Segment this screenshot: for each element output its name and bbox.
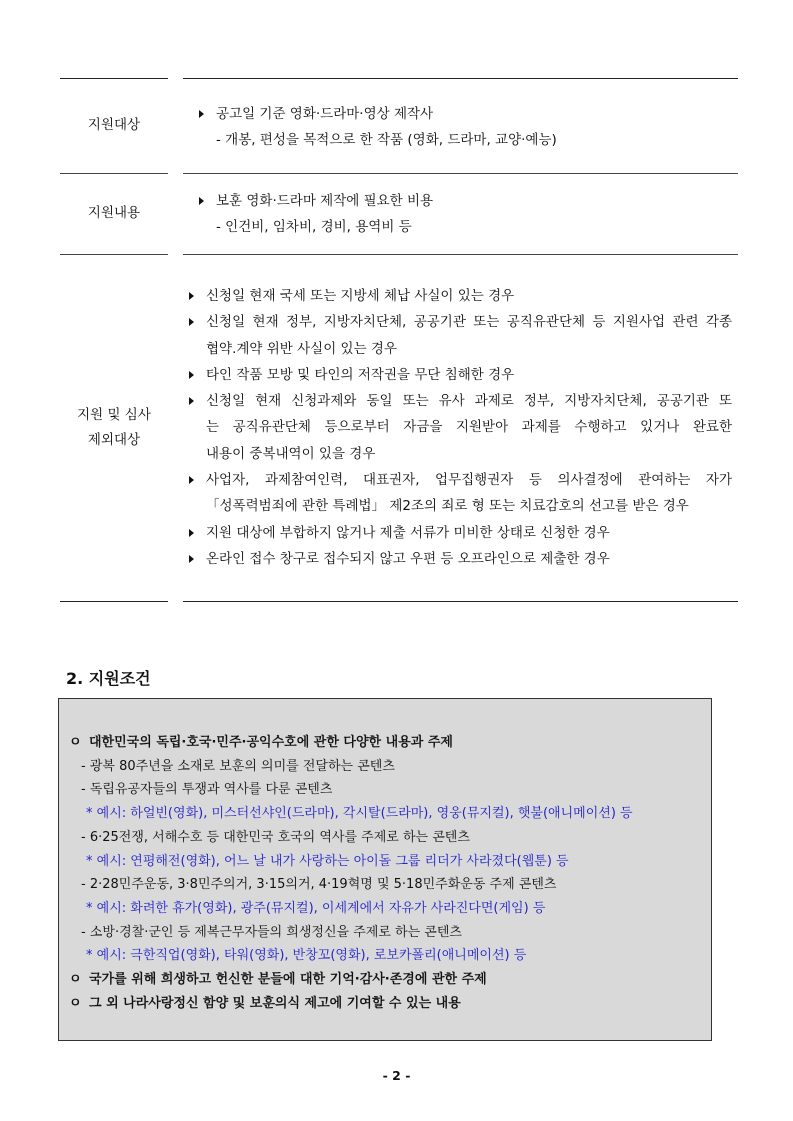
bullet-item (186, 283, 732, 309)
table-top-rule-right (183, 78, 738, 79)
triangle-bullet-icon (189, 371, 194, 379)
row2-bottom-rule-left (60, 254, 168, 255)
sub-item: - 인건비, 임차비, 경비, 용역비 등 (216, 219, 412, 235)
bullet-item (196, 101, 736, 127)
bullet-item (186, 467, 732, 493)
condition-main-item: ㅇ 국가를 위해 희생하고 헌신한 분들에 대한 기억·감사·존경에 관한 주제 (69, 968, 701, 992)
triangle-bullet-icon (199, 197, 204, 205)
condition-example: * 예시: 하얼빈(영화), 미스터선샤인(드라마), 각시탈(드라마), 영웅(뮤지컬), 햇불(애니메이션) 등 (86, 806, 633, 822)
bullet-continuation: 협약.계약 위반 사실이 있는 경우 (206, 340, 397, 357)
triangle-bullet-icon (189, 318, 194, 326)
bullet-item (196, 188, 736, 214)
bullet-item (186, 520, 732, 546)
bullet-item (186, 309, 732, 335)
bullet-continuation: 내용이 중복내역이 있을 경우 (206, 445, 376, 462)
conditions-content (69, 731, 701, 1015)
condition-sub-item: - 2·28민주운동, 3·8민주의거, 3·15의거, 4·19혁명 및 5·18민주화운동 주제 콘텐츠 (81, 877, 557, 893)
row-label-line: 지원대상 (87, 117, 141, 133)
circle-bullet-icon: ㅇ (69, 735, 82, 750)
triangle-bullet-icon (199, 110, 204, 118)
conditions-box (58, 698, 712, 1041)
row-content-exclusion (186, 283, 732, 572)
row1-bottom-rule-right (183, 173, 738, 174)
row2-bottom-rule-right (183, 254, 738, 255)
bullet-text: 지원 대상에 부합하지 않거나 제출 서류가 미비한 상태로 신청한 경우 (206, 524, 610, 541)
bullet-item (186, 362, 732, 388)
condition-main-item: ㅇ 대한민국의 독립·호국·민주·공익수호에 관한 다양한 내용과 주제 (69, 731, 701, 755)
row1-bottom-rule-left (60, 173, 168, 174)
bullet-item (186, 546, 732, 572)
table-bottom-rule-left (60, 601, 168, 602)
row-label-line: 제외대상 (87, 432, 141, 448)
triangle-bullet-icon (189, 476, 194, 484)
row-label-content (60, 201, 168, 226)
condition-example: * 예시: 화려한 휴가(영화), 광주(뮤지컬), 이세계에서 자유가 사라진다면(게임) 등 (86, 900, 546, 916)
condition-sub-item: - 6·25전쟁, 서해수호 등 대한민국 호국의 역사를 주제로 하는 콘텐츠 (81, 829, 470, 845)
bullet-text: 보훈 영화·드라마 제작에 필요한 비용 (216, 193, 434, 209)
triangle-bullet-icon (189, 555, 194, 563)
condition-main-item: ㅇ 그 외 나라사랑정신 함양 및 보훈의식 제고에 기여할 수 있는 내용 (69, 992, 701, 1016)
condition-sub-item: - 소방·경찰·군인 등 제복근무자들의 희생정신을 주제로 하는 콘텐츠 (81, 924, 462, 940)
row-label-exclusion (60, 403, 168, 453)
condition-example: * 예시: 극한직업(영화), 타워(영화), 반창꼬(영화), 로보카폴리(애니메이션) 등 (86, 948, 527, 964)
circle-bullet-icon: ㅇ (69, 995, 82, 1011)
row-content-target (196, 101, 736, 153)
bullet-text: 신청일 현재 국세 또는 지방세 체납 사실이 있는 경우 (206, 288, 515, 304)
sub-item: - 개봉, 편성을 목적으로 한 작품 (영화, 드라마, 교양·예능) (216, 132, 557, 148)
row-content-support (196, 188, 736, 240)
bullet-text: 온라인 접수 창구로 접수되지 않고 우편 등 오프라인으로 제출한 경우 (206, 550, 610, 567)
triangle-bullet-icon (189, 397, 194, 405)
circle-bullet-icon: ㅇ (69, 972, 82, 988)
bullet-item (186, 388, 732, 414)
bullet-text: 신청일 현재 신청과제와 동일 또는 유사 과제로 정부, 지방자치단체, 공공기관 또 (206, 393, 732, 410)
row-label-line: 지원 및 심사 (77, 407, 151, 423)
triangle-bullet-icon (189, 292, 194, 300)
bullet-text: 사업자, 과제참여인력, 대표권자, 업무집행권자 등 의사결정에 관여하는 자가 (206, 472, 732, 489)
row-label-target (60, 113, 168, 138)
table-top-rule-left (60, 78, 168, 79)
table-bottom-rule-right (183, 601, 738, 602)
bullet-continuation: 「성폭력범죄에 관한 특례법」 제2조의 죄로 형 또는 치료감호의 선고를 받은 경우 (206, 498, 689, 515)
condition-sub-item: - 광복 80주년을 소재로 보훈의 의미를 전달하는 콘텐츠 (81, 758, 395, 774)
triangle-bullet-icon (189, 529, 194, 537)
condition-sub-item: - 독립유공자들의 투쟁과 역사를 다룬 콘텐츠 (81, 782, 333, 798)
page-number: - 2 - (382, 1068, 411, 1083)
bullet-text: 신청일 현재 정부, 지방자치단체, 공공기관 또는 공직유관단체 등 지원사업 관련 각종 (206, 314, 732, 331)
row-label-line: 지원내용 (87, 205, 141, 221)
bullet-text: 타인 작품 모방 및 타인의 저작권을 무단 침해한 경우 (206, 366, 515, 383)
section-title: 2. 지원조건 (66, 669, 151, 688)
bullet-text: 공고일 기준 영화·드라마·영상 제작사 (216, 106, 434, 122)
condition-example: * 예시: 연평해전(영화), 어느 날 내가 사랑하는 아이돌 그룹 리더가 사라졌다(웹툰) 등 (86, 853, 569, 869)
bullet-continuation: 는 공직유관단체 등으로부터 자금을 지원받아 과제를 수행하고 있거나 완료한 (206, 419, 732, 436)
